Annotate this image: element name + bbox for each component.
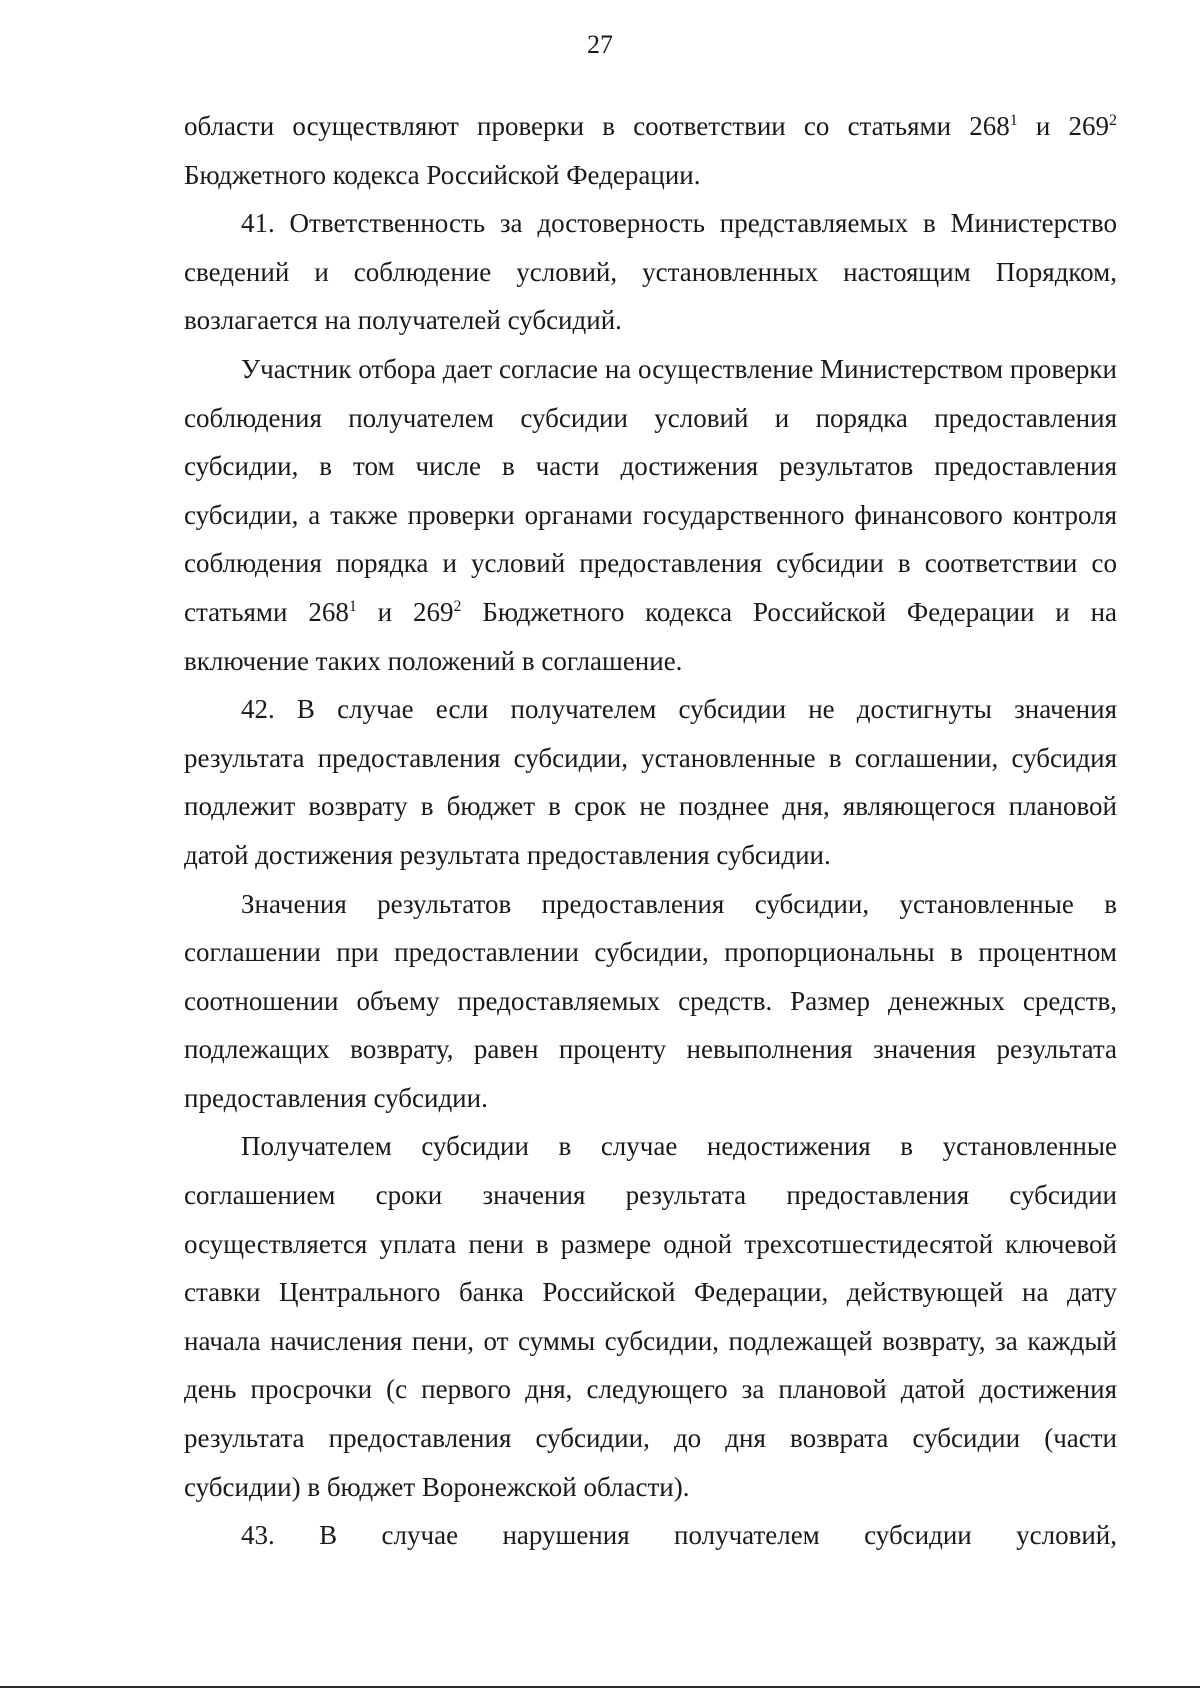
paragraph-consent xyxy=(184,345,1117,685)
paragraph-42: 42. В случае если получателем субсидии не достигнуты значения результата предоставления субсидии, установленные в соглашении, субсидия подлежит возврату в бюджет в срок не позднее дня, являющегося плановой датой достижения результата предоставления субсидии. xyxy=(184,694,1117,870)
superscript: 2 xyxy=(453,597,462,615)
paragraph-penalty: Получателем субсидии в случае недостижения в установленные соглашением сроки значения результата предоставления субсидии осуществляется уплата пени в размере одной трехсотшестидесятой ключевой ставки Центрального банка Российской Федерации, действующей на дату начала начисления пени, от суммы субсидии, подлежащей возврату, за каждый день просрочки (с первого дня, следующего за плановой датой достижения результата предоставления субсидии, до дня возврата субсидии (части субсидии) в бюджет Воронежской области). xyxy=(184,1131,1117,1502)
paragraph-continuation xyxy=(184,102,1117,199)
paragraph-text: Бюджетного кодекса Российской Федерации. xyxy=(184,159,701,190)
paragraph-41: 41. Ответственность за достоверность представляемых в Министерство сведений и соблюдение условий, установленных настоящим Порядком, возлагается на получателей субсидий. xyxy=(184,208,1117,336)
paragraph-text: Участник отбора дает согласие на осуществление Министерством проверки соблюдения получателем субсидии условий и порядка предоставления субсидии, в том числе в части достижения результатов предоставления субсидии, а также проверки органами государственного финансового контроля соблюдения порядка и условий предоставления субсидии в соответствии со статьями 268 xyxy=(184,353,1117,627)
superscript: 1 xyxy=(348,597,357,615)
paragraph-43: 43. В случае нарушения получателем субсидии условий, xyxy=(241,1520,1117,1551)
superscript: 2 xyxy=(1109,112,1117,129)
paragraph-text: области осуществляют проверки в соответствии со статьями 268 xyxy=(184,111,1010,141)
page-number: 27 xyxy=(587,30,613,59)
scan-bottom-edge xyxy=(0,1686,1200,1688)
paragraph-result-values: Значения результатов предоставления субсидии, установленные в соглашении при предоставлении субсидии, пропорциональны в процентном соотношении объему предоставляемых средств. Размер денежных средств, подлежащих возврату, равен проценту невыполнения значения результата предоставления субсидии. xyxy=(184,888,1117,1113)
superscript: 1 xyxy=(1009,112,1018,129)
document-body xyxy=(184,102,1117,1560)
paragraph-text: Бюджетного кодекса Российской Федерации и на включение таких положений в соглашение. xyxy=(184,596,1117,676)
paragraph-text: и 269 xyxy=(356,596,454,627)
paragraph-text: и 269 xyxy=(1017,111,1109,141)
